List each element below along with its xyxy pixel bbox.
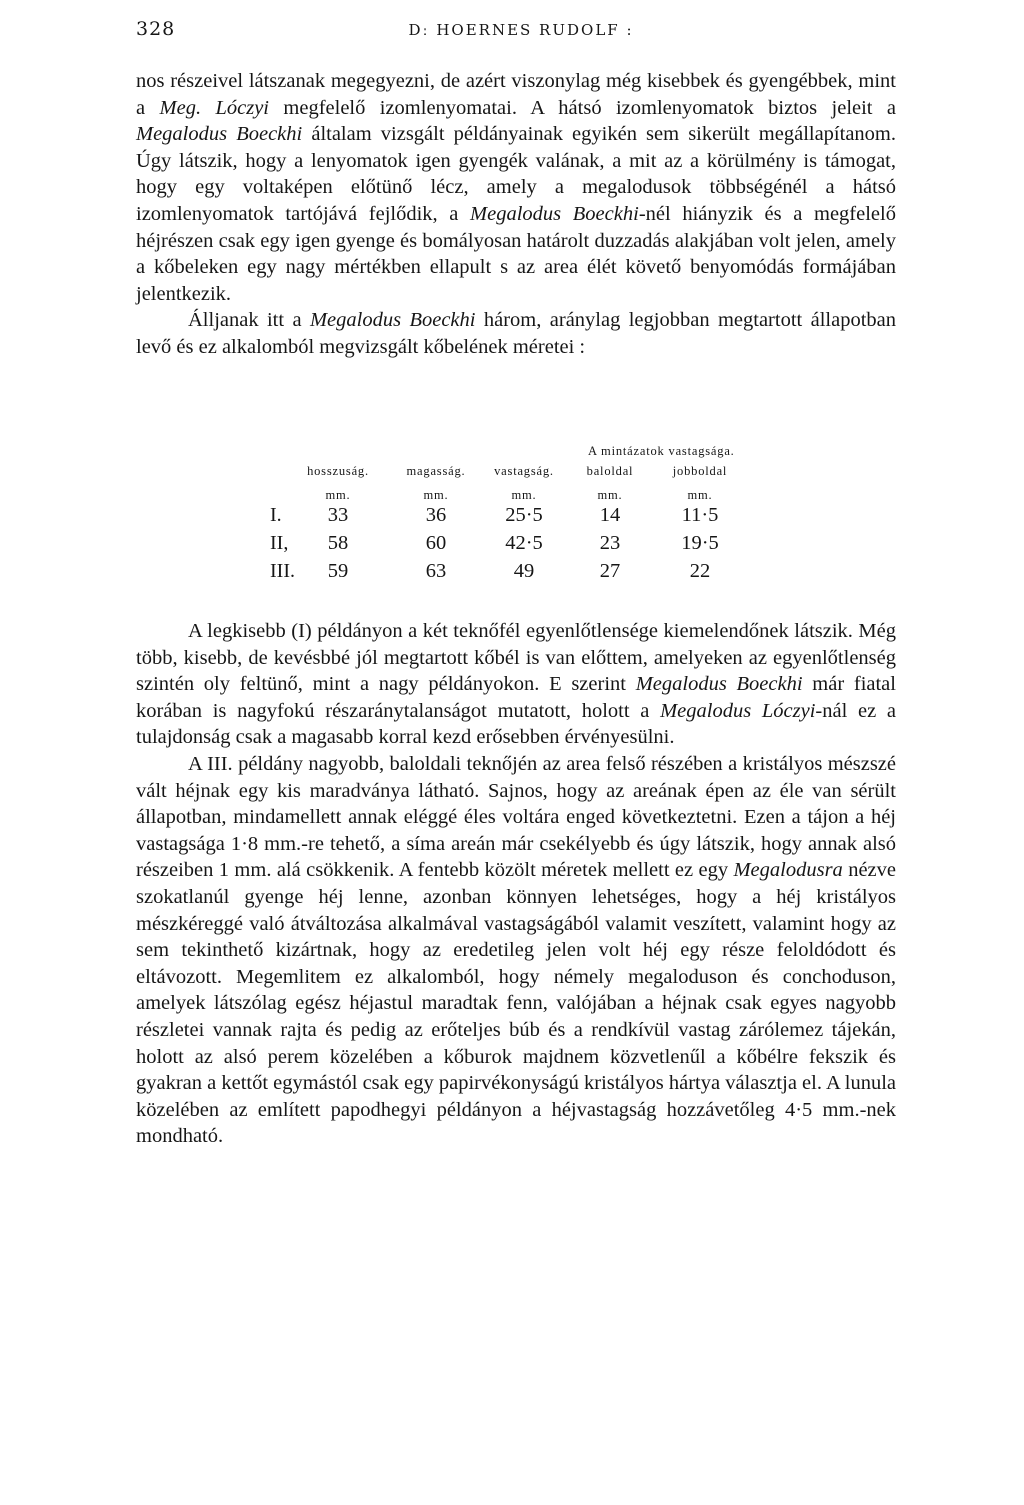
species-name: Megalodus Lóczyi	[660, 699, 816, 722]
column-header-height: magasság.	[406, 464, 466, 478]
table-cell: 36	[425, 504, 447, 526]
text-run: három, aránylag legjobban megtartott állapotban levő és ez alkalomból megvizsgált kőbelének méretei :	[136, 309, 896, 358]
text-run: Álljanak itt a	[188, 309, 310, 332]
genus-name: Megalodusra	[733, 859, 843, 882]
table-cell: 11·5	[681, 504, 719, 526]
table-cell: 49	[513, 560, 535, 582]
row-label: I.	[270, 504, 282, 526]
table-cell: 25·5	[505, 504, 543, 526]
paragraph-2	[136, 307, 896, 360]
measurements-table	[270, 440, 750, 590]
text-block-lower	[136, 618, 896, 1150]
table-cell: 60	[425, 532, 447, 554]
table-cell: 22	[689, 560, 711, 582]
species-name: Meg. Lóczyi	[159, 96, 269, 119]
table-cell: 59	[327, 560, 349, 582]
species-name: Megalodus Boeckhi	[635, 673, 803, 696]
paragraph-3	[136, 618, 896, 751]
column-header-right-side: jobboldal	[672, 464, 728, 478]
table-cell: 58	[327, 532, 349, 554]
paragraph-4	[136, 751, 896, 1150]
species-name: Megalodus Boeckhi	[136, 123, 303, 146]
table-group-header: A mintázatok vastagsága.	[588, 444, 735, 458]
text-run: -nél hiányzik és a megfelelő héjrészen csak egy igen gyenge és bomályosan határolt duzzadás alakjában volt jelen, amely a kőbeleken egy nagy mértékben ellapult s az area élét követő benyomódás formájában jelentkezik.	[136, 202, 896, 305]
text-run: már fiatal korában is nagyfokú részaránytalanságot mutatott, holott a	[136, 673, 896, 722]
table-cell: 27	[599, 560, 621, 582]
text-run: általam vizsgált példányainak egyikén sem sikerült megállapítanom. Úgy látszik, hogy a lenyomatok igen gyengék valának, a mit az a körülmény is támogat, hogy egy voltaképen előtünő lécz, amely a megalodusok többségénél a hátsó izomlenyomatok tartójává fejlődik, a	[136, 123, 896, 225]
unit-label: mm.	[325, 488, 351, 502]
unit-label: mm.	[511, 488, 537, 502]
text-run: A III. példány nagyobb, baloldali teknőjén az area felső részében a kristályos mészszé vált héjnak egy kis maradványa látható. Sajnos, hogy az areának épen az éle van sérült állapotban, mindamellett annak eléggé éles voltára enged következtetni. Ezen a tájon a héj vastagsága 1·8 mm.-re tehető, a síma areán már csekélyebb és úgy látszik, hogy annak alsó részeiben 1 mm. alá csökkenik. A fentebb közölt méretek mellett ez egy	[136, 752, 896, 882]
row-label: II,	[270, 532, 289, 554]
unit-label: mm.	[597, 488, 623, 502]
text-run: nézve szokatlanúl gyenge héj lenne, azonban könnyen lehetséges, hogy a héj kristályos mészkéreggé való átváltozása alkalmával vastagságából valamit veszített, valamint hogy az sem tekinthető kizártnak, hogy az eredetileg jelen volt héj egy része feloldódott és eltávozott. Megemlitem ez alkalomból, hogy némely megaloduson és conchoduson, amelyek látszólag egész héjastul maradtak fenn, valójában a héjnak csak egyes nagyobb részletei vannak rajta és pedig az erőteljes búb és a rendkívül vastag zárólemez tájekán, holott az alsó perem közelében a kőburok majdnem közvetlenűl a kőbélre fekszik és gyakran a kettőt egymástól csak egy papirvékonyságú kristályos hártya választja el. A lunula közelében az említett papodhegyi példányon a héjvastagság hozzávetőleg 4·5 mm.-nek mondható.	[136, 859, 896, 1148]
table-cell: 42·5	[505, 532, 543, 554]
table-cell: 14	[599, 504, 621, 526]
column-header-thickness: vastagság.	[494, 464, 554, 478]
paragraph-1	[136, 68, 896, 307]
text-run: nos részeivel látszanak megegyezni, de azért viszonylag még kisebbek és gyengébbek, mint a	[136, 70, 896, 119]
table-cell: 23	[599, 532, 621, 554]
species-name: Megalodus Boeckhi	[470, 202, 639, 225]
species-name: Megalodus Boeckhi	[309, 309, 476, 332]
table-cell: 19·5	[681, 532, 719, 554]
text-run: A legkisebb (I) példányon a két teknőfél egyenlőtlensége kiemelendőnek látszik. Még több, kisebb, de kevésbbé jól megtartott kőbél is van előttem, amelyeken az egyenlőtlenség szintén oly feltünő, mint a nagy példányokon. E szerint	[136, 620, 896, 696]
unit-label: mm.	[423, 488, 449, 502]
row-label: III.	[270, 560, 295, 582]
page-header	[136, 18, 906, 48]
unit-label: mm.	[687, 488, 713, 502]
table-cell: 33	[327, 504, 349, 526]
text-run: -nál ez a tulajdonság csak a magasabb korral kezd erősebben érvényesülni.	[136, 699, 896, 749]
table-cell: 63	[425, 560, 447, 582]
page-number: 328	[136, 18, 176, 40]
running-head: Dː HOERNES RUDOLF :	[408, 21, 634, 39]
text-run: megfelelő izomlenyomatai. A hátsó izomlenyomatok biztos jeleit a	[269, 96, 897, 119]
text-block-upper	[136, 68, 896, 361]
column-header-length: hosszuság.	[307, 464, 369, 478]
column-header-left-side: baloldal	[586, 464, 634, 478]
